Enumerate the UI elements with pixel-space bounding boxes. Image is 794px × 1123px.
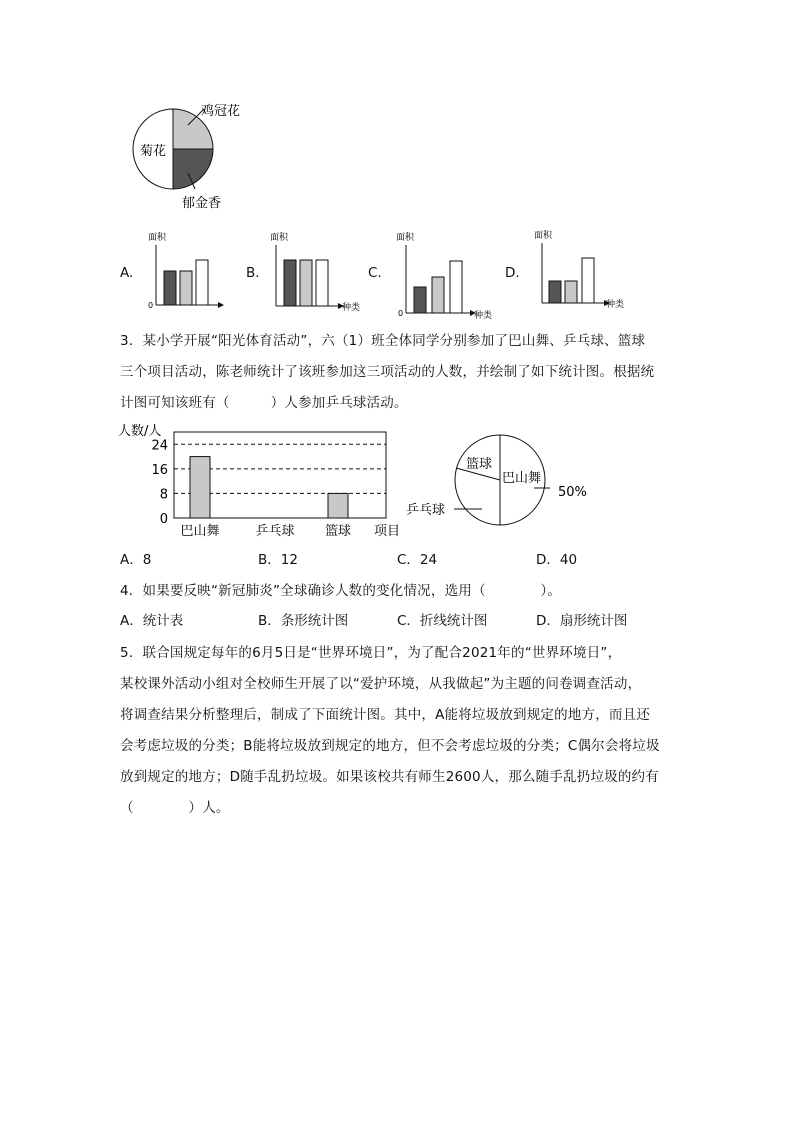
bar-chart-ylabel: 人数/人 [118,424,162,439]
q3-line-2: 三个项目活动，陈老师统计了该班参加这三项活动的人数，并绘制了如下统计图。根据统 [120,364,655,380]
mini-ylabel: 面积 [534,231,553,241]
pie-slice-yujinxiang [173,149,213,189]
bar-white [316,260,328,306]
pie-label-pingpong: 乒乓球 [406,503,446,518]
q3-option-d[interactable]: D．40 [536,552,578,568]
q4-option-a[interactable]: A．统计表 [120,613,184,629]
pie-label-50pct: 50% [558,485,587,500]
q5-line-1: 5．联合国规定每年的6月5日是“世界环境日”，为了配合2021年的“世界环境日”， [120,645,622,661]
q5-line-2: 某校课外活动小组对全校师生开展了以“爱护环境，从我做起”为主题的问卷调查活动， [120,676,642,692]
pie-label-jiguanhua: 鸡冠花 [201,104,241,119]
q4-option-d[interactable]: D．扇形统计图 [536,613,628,629]
q3-option-b[interactable]: B．12 [258,552,298,568]
q3-option-a[interactable]: A．8 [120,552,152,568]
option-d-chart[interactable] [532,228,632,313]
option-c-letter[interactable]: C. [368,265,382,281]
x-tick-label: 乒乓球 [255,524,295,539]
bar-gray [300,260,312,306]
q5-line-4: 会考虑垃圾的分类；B能将垃圾放到规定的地方，但不会考虑垃圾的分类；C偶尔会将垃圾 [120,738,660,754]
q3-option-c[interactable]: C．24 [397,552,438,568]
q4-option-b[interactable]: B．条形统计图 [258,613,349,629]
flower-pie-chart [120,95,260,220]
mini-ylabel: 面积 [148,233,167,243]
pie-label-bashanwu: 巴山舞 [502,471,542,486]
option-a-letter[interactable]: A. [120,265,134,281]
bar-gray [180,271,192,305]
option-d-letter[interactable]: D. [505,265,520,281]
mini-xlabel: 种类 [342,303,361,313]
q5-line-5: 放到规定的地方；D随手乱扔垃圾。如果该校共有师生2600人，那么随手乱扔垃圾的约有 [120,769,659,785]
pie-label-yujinxiang: 郁金香 [182,196,222,211]
bar-dark [284,260,296,306]
mini-ylabel: 面积 [270,233,289,243]
mini-xlabel: 种类 [606,300,625,310]
y-tick-label: 8 [159,487,168,503]
mini-zero: 0 [398,309,404,318]
q5-line-3: 将调查结果分析整理后，制成了下面统计图。其中，A能将垃圾放到规定的地方，而且还 [120,707,651,723]
mini-xlabel: 种类 [474,311,493,321]
bar-white [582,258,594,303]
bar-0 [190,457,210,518]
q5-line-6: （ ）人。 [120,800,230,816]
bar-chart-xlabel: 项目 [374,524,401,539]
x-tick-label: 篮球 [324,524,352,539]
bar-gray [565,281,577,303]
q3-line-3: 计图可知该班有（ ）人参加乒乓球活动。 [120,395,408,411]
bar-dark [549,281,561,303]
bar-dark [414,287,426,313]
q4-option-c[interactable]: C．折线统计图 [397,613,488,629]
option-a-chart[interactable] [146,230,246,315]
mini-zero: 0 [148,301,154,310]
option-c-chart[interactable] [394,230,494,322]
bar-white [196,260,208,305]
bar-dark [164,271,176,305]
bar-gray [432,277,444,313]
q4-line: 4．如果要反映“新冠肺炎”全球确诊人数的变化情况，选用（ ）。 [120,583,562,599]
mini-ylabel: 面积 [396,233,415,243]
y-tick-label: 0 [159,512,168,527]
pie-label-lanqiu: 篮球 [466,457,493,472]
option-b-chart[interactable] [266,230,366,315]
option-b-letter[interactable]: B. [246,265,260,281]
bar-2 [328,493,348,518]
pie-label-juhua: 菊花 [140,144,167,159]
activity-bar-chart [112,418,412,543]
x-tick-label: 巴山舞 [180,524,220,539]
y-tick-label: 24 [151,438,168,454]
q3-line-1: 3．某小学开展“阳光体育活动”，六（1）班全体同学分别参加了巴山舞、乒乓球、篮球 [120,333,646,349]
y-tick-label: 16 [151,462,168,478]
activity-pie-chart [400,430,600,535]
bar-white [450,261,462,313]
